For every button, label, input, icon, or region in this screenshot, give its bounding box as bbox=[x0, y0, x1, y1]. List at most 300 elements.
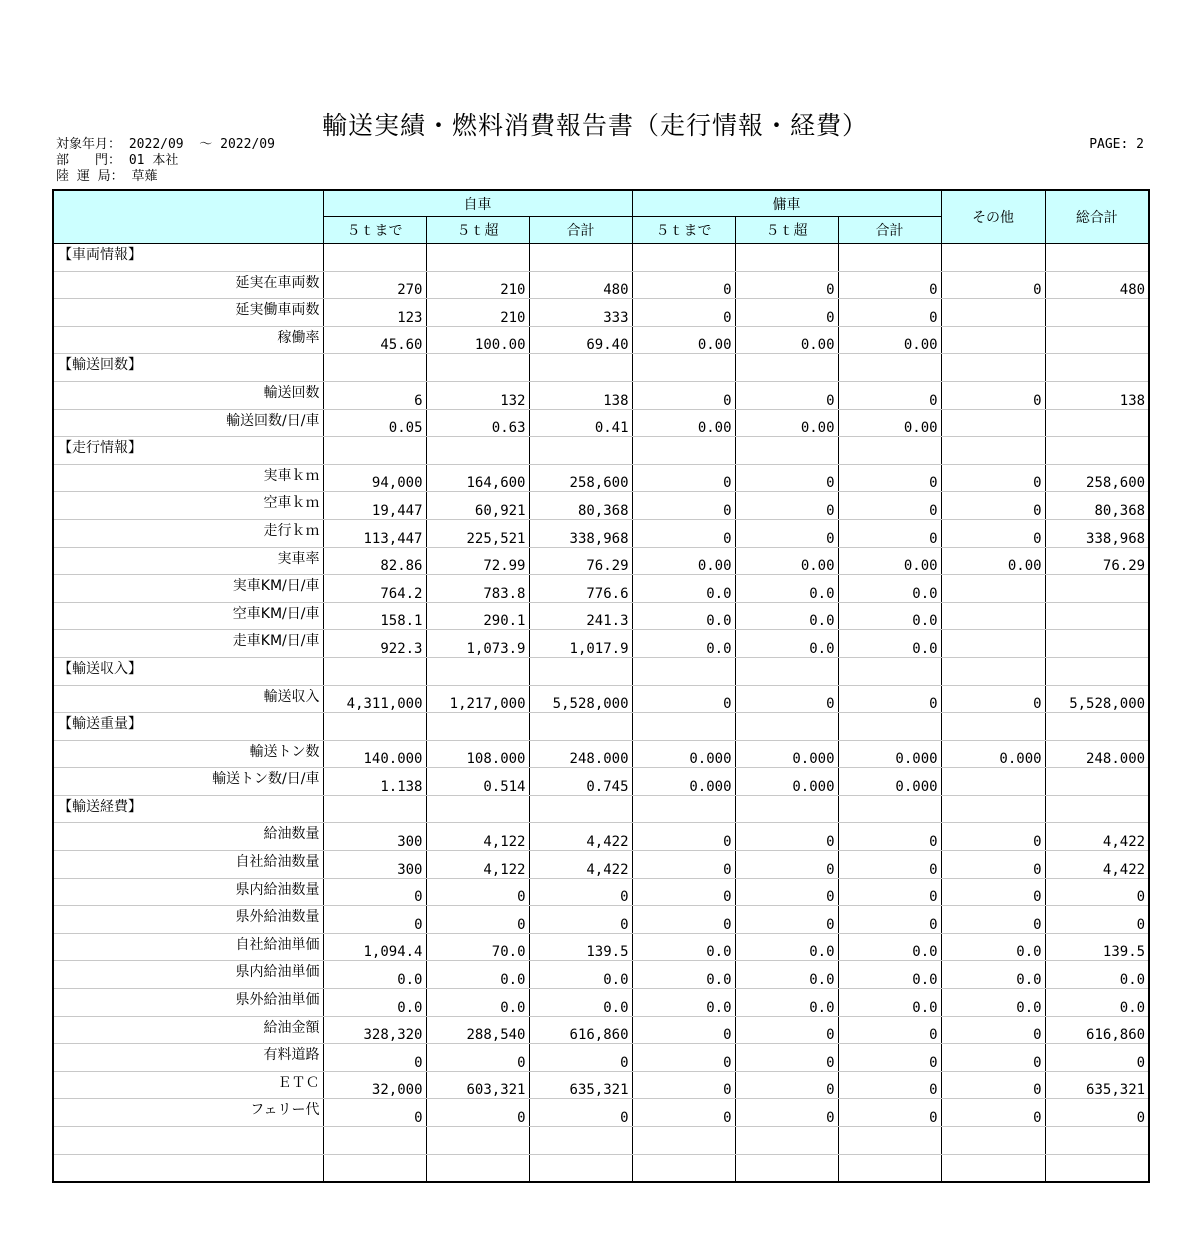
value-cell: 0 bbox=[941, 1016, 1045, 1044]
value-cell: 132 bbox=[426, 381, 529, 409]
empty-cell bbox=[941, 795, 1045, 823]
empty-cell bbox=[323, 354, 426, 382]
value-cell: 0 bbox=[632, 685, 735, 713]
period-label: 対象年月： bbox=[56, 137, 122, 152]
empty-cell bbox=[323, 657, 426, 685]
header-blank bbox=[53, 190, 323, 244]
value-cell: 0 bbox=[632, 851, 735, 879]
section-heading: 【輸送回数】 bbox=[53, 354, 323, 382]
value-cell: 0 bbox=[735, 685, 838, 713]
value-cell: 0 bbox=[632, 299, 735, 327]
value-cell: 248.000 bbox=[529, 740, 632, 768]
empty-cell bbox=[1045, 795, 1149, 823]
value-cell bbox=[1045, 1154, 1149, 1182]
header-sub: 合計 bbox=[529, 217, 632, 244]
table-row bbox=[53, 271, 1149, 299]
value-cell: 0.514 bbox=[426, 768, 529, 796]
table-row bbox=[53, 740, 1149, 768]
period-from: 2022/09 bbox=[128, 137, 184, 152]
value-cell: 300 bbox=[323, 851, 426, 879]
period-to: 2022/09 bbox=[220, 137, 275, 152]
value-cell: 0 bbox=[941, 381, 1045, 409]
empty-cell bbox=[529, 713, 632, 741]
value-cell: 328,320 bbox=[323, 1016, 426, 1044]
value-cell: 69.40 bbox=[529, 326, 632, 354]
value-cell: 333 bbox=[529, 299, 632, 327]
value-cell: 5,528,000 bbox=[529, 685, 632, 713]
value-cell: 45.60 bbox=[323, 326, 426, 354]
value-cell bbox=[1045, 575, 1149, 603]
section-heading: 【走行情報】 bbox=[53, 437, 323, 465]
row-label: 実車ｋｍ bbox=[53, 464, 323, 492]
value-cell: 338,968 bbox=[529, 519, 632, 547]
value-cell bbox=[426, 1154, 529, 1182]
value-cell: 0 bbox=[941, 464, 1045, 492]
value-cell bbox=[1045, 768, 1149, 796]
value-cell: 100.00 bbox=[426, 326, 529, 354]
value-cell bbox=[941, 409, 1045, 437]
department-line bbox=[56, 153, 178, 169]
section-row bbox=[53, 437, 1149, 465]
value-cell: 0 bbox=[426, 1044, 529, 1072]
empty-cell bbox=[426, 354, 529, 382]
value-cell: 0.0 bbox=[838, 630, 941, 658]
value-cell: 0 bbox=[632, 492, 735, 520]
empty-cell bbox=[323, 244, 426, 272]
value-cell bbox=[323, 1127, 426, 1155]
value-cell bbox=[632, 1154, 735, 1182]
empty-cell bbox=[838, 713, 941, 741]
value-cell: 0.0 bbox=[632, 989, 735, 1017]
value-cell: 0.0 bbox=[941, 961, 1045, 989]
value-cell: 70.0 bbox=[426, 933, 529, 961]
value-cell: 0 bbox=[426, 878, 529, 906]
empty-cell bbox=[426, 437, 529, 465]
value-cell bbox=[1045, 630, 1149, 658]
empty-cell bbox=[632, 354, 735, 382]
row-label: 延実在車両数 bbox=[53, 271, 323, 299]
value-cell: 0 bbox=[735, 519, 838, 547]
value-cell: 0 bbox=[941, 492, 1045, 520]
empty-cell bbox=[941, 244, 1045, 272]
section-row bbox=[53, 713, 1149, 741]
value-cell bbox=[838, 1154, 941, 1182]
value-cell: 0.41 bbox=[529, 409, 632, 437]
value-cell: 480 bbox=[1045, 271, 1149, 299]
value-cell: 140.000 bbox=[323, 740, 426, 768]
table-row bbox=[53, 492, 1149, 520]
value-cell: 0 bbox=[838, 381, 941, 409]
value-cell: 0.000 bbox=[632, 768, 735, 796]
value-cell: 0 bbox=[323, 906, 426, 934]
value-cell: 0 bbox=[838, 1099, 941, 1127]
value-cell: 0 bbox=[323, 878, 426, 906]
row-label: 実車率 bbox=[53, 547, 323, 575]
value-cell: 0.0 bbox=[735, 961, 838, 989]
empty-cell bbox=[941, 354, 1045, 382]
value-cell: 0 bbox=[735, 271, 838, 299]
value-cell bbox=[941, 1154, 1045, 1182]
empty-cell bbox=[323, 795, 426, 823]
header-sub: 合計 bbox=[838, 217, 941, 244]
row-label: 輸送収入 bbox=[53, 685, 323, 713]
value-cell: 0.0 bbox=[323, 989, 426, 1017]
value-cell: 0 bbox=[941, 878, 1045, 906]
value-cell: 0 bbox=[941, 685, 1045, 713]
value-cell: 4,122 bbox=[426, 823, 529, 851]
value-cell: 338,968 bbox=[1045, 519, 1149, 547]
row-label: 県内給油数量 bbox=[53, 878, 323, 906]
value-cell: 0.00 bbox=[632, 326, 735, 354]
table-row bbox=[53, 602, 1149, 630]
value-cell: 0.00 bbox=[838, 547, 941, 575]
value-cell bbox=[838, 1127, 941, 1155]
value-cell: 0.000 bbox=[838, 768, 941, 796]
value-cell: 138 bbox=[1045, 381, 1149, 409]
value-cell: 4,422 bbox=[1045, 851, 1149, 879]
value-cell: 0.0 bbox=[529, 961, 632, 989]
empty-cell bbox=[941, 437, 1045, 465]
value-cell: 922.3 bbox=[323, 630, 426, 658]
empty-cell bbox=[1045, 713, 1149, 741]
value-cell: 0 bbox=[632, 823, 735, 851]
value-cell: 0.0 bbox=[838, 989, 941, 1017]
value-cell bbox=[735, 1154, 838, 1182]
value-cell: 0 bbox=[1045, 1044, 1149, 1072]
empty-cell bbox=[838, 244, 941, 272]
value-cell: 0 bbox=[1045, 906, 1149, 934]
row-label: 走行ｋｍ bbox=[53, 519, 323, 547]
value-cell: 0.0 bbox=[735, 602, 838, 630]
value-cell: 0 bbox=[632, 1016, 735, 1044]
value-cell: 0 bbox=[735, 1044, 838, 1072]
value-cell: 258,600 bbox=[1045, 464, 1149, 492]
table-row bbox=[53, 1016, 1149, 1044]
period-line bbox=[56, 137, 275, 153]
value-cell: 0 bbox=[735, 381, 838, 409]
row-label: 空車KM/日/車 bbox=[53, 602, 323, 630]
value-cell: 0.000 bbox=[632, 740, 735, 768]
value-cell: 123 bbox=[323, 299, 426, 327]
value-cell bbox=[941, 575, 1045, 603]
value-cell: 60,921 bbox=[426, 492, 529, 520]
value-cell: 0 bbox=[941, 271, 1045, 299]
value-cell: 635,321 bbox=[1045, 1071, 1149, 1099]
value-cell: 138 bbox=[529, 381, 632, 409]
empty-cell bbox=[735, 244, 838, 272]
empty-cell bbox=[426, 244, 529, 272]
value-cell: 72.99 bbox=[426, 547, 529, 575]
value-cell: 76.29 bbox=[1045, 547, 1149, 575]
value-cell bbox=[941, 1127, 1045, 1155]
value-cell bbox=[529, 1127, 632, 1155]
empty-cell bbox=[735, 795, 838, 823]
empty-cell bbox=[426, 795, 529, 823]
value-cell: 0 bbox=[735, 878, 838, 906]
value-cell: 0 bbox=[838, 878, 941, 906]
value-cell: 0.00 bbox=[735, 326, 838, 354]
department-value: 01 本社 bbox=[128, 153, 179, 168]
row-label: 走車KM/日/車 bbox=[53, 630, 323, 658]
bureau-line bbox=[56, 169, 158, 185]
table-row bbox=[53, 851, 1149, 879]
row-label: 輸送トン数 bbox=[53, 740, 323, 768]
table-row bbox=[53, 1127, 1149, 1155]
value-cell: 1,017.9 bbox=[529, 630, 632, 658]
value-cell: 80,368 bbox=[529, 492, 632, 520]
value-cell: 0 bbox=[941, 1044, 1045, 1072]
value-cell: 0 bbox=[838, 1044, 941, 1072]
empty-cell bbox=[735, 657, 838, 685]
value-cell: 0.0 bbox=[426, 989, 529, 1017]
empty-cell bbox=[735, 713, 838, 741]
table-row bbox=[53, 547, 1149, 575]
value-cell bbox=[1045, 299, 1149, 327]
value-cell: 113,447 bbox=[323, 519, 426, 547]
value-cell: 4,422 bbox=[529, 851, 632, 879]
value-cell bbox=[735, 1127, 838, 1155]
value-cell: 0.0 bbox=[632, 933, 735, 961]
value-cell bbox=[632, 1127, 735, 1155]
value-cell bbox=[941, 326, 1045, 354]
value-cell: 0.0 bbox=[735, 989, 838, 1017]
value-cell: 290.1 bbox=[426, 602, 529, 630]
empty-cell bbox=[735, 437, 838, 465]
table-row bbox=[53, 299, 1149, 327]
value-cell: 0 bbox=[941, 1071, 1045, 1099]
row-label: 県内給油単価 bbox=[53, 961, 323, 989]
value-cell: 0 bbox=[632, 1044, 735, 1072]
value-cell: 0 bbox=[632, 271, 735, 299]
value-cell: 0.00 bbox=[735, 409, 838, 437]
value-cell: 0 bbox=[632, 381, 735, 409]
empty-cell bbox=[1045, 244, 1149, 272]
value-cell: 0 bbox=[735, 1099, 838, 1127]
table-row bbox=[53, 575, 1149, 603]
value-cell: 4,422 bbox=[529, 823, 632, 851]
table-row bbox=[53, 1071, 1149, 1099]
section-heading: 【輸送経費】 bbox=[53, 795, 323, 823]
value-cell: 288,540 bbox=[426, 1016, 529, 1044]
value-cell: 0.05 bbox=[323, 409, 426, 437]
value-cell: 480 bbox=[529, 271, 632, 299]
value-cell: 158.1 bbox=[323, 602, 426, 630]
bureau-value: 草薙 bbox=[131, 169, 158, 184]
report-title: 輸送実績・燃料消費報告書（走行情報・経費） bbox=[321, 111, 868, 140]
value-cell: 6 bbox=[323, 381, 426, 409]
value-cell bbox=[1045, 602, 1149, 630]
value-cell: 0.0 bbox=[838, 933, 941, 961]
row-label bbox=[53, 1154, 323, 1182]
row-label: 稼働率 bbox=[53, 326, 323, 354]
value-cell: 108.000 bbox=[426, 740, 529, 768]
value-cell: 0.00 bbox=[632, 547, 735, 575]
value-cell: 0.00 bbox=[735, 547, 838, 575]
value-cell bbox=[323, 1154, 426, 1182]
value-cell: 0 bbox=[838, 464, 941, 492]
value-cell: 0 bbox=[941, 1099, 1045, 1127]
value-cell: 0 bbox=[1045, 878, 1149, 906]
value-cell: 94,000 bbox=[323, 464, 426, 492]
department-label: 部 門： bbox=[56, 153, 122, 168]
table-row bbox=[53, 961, 1149, 989]
empty-cell bbox=[1045, 437, 1149, 465]
value-cell: 0 bbox=[941, 906, 1045, 934]
value-cell: 0 bbox=[735, 823, 838, 851]
table-row bbox=[53, 768, 1149, 796]
value-cell: 0.00 bbox=[941, 547, 1045, 575]
value-cell: 225,521 bbox=[426, 519, 529, 547]
value-cell: 0 bbox=[632, 519, 735, 547]
empty-cell bbox=[735, 354, 838, 382]
row-label: 輸送回数 bbox=[53, 381, 323, 409]
value-cell: 0.0 bbox=[426, 961, 529, 989]
empty-cell bbox=[632, 713, 735, 741]
value-cell: 0 bbox=[529, 1099, 632, 1127]
value-cell: 0 bbox=[735, 299, 838, 327]
value-cell: 139.5 bbox=[529, 933, 632, 961]
value-cell: 0 bbox=[323, 1099, 426, 1127]
table-row bbox=[53, 326, 1149, 354]
bureau-label: 陸 運 局： bbox=[56, 169, 124, 184]
empty-cell bbox=[632, 244, 735, 272]
value-cell: 0.000 bbox=[838, 740, 941, 768]
page-number: PAGE: 2 bbox=[1089, 137, 1144, 152]
table-row bbox=[53, 685, 1149, 713]
value-cell: 0.745 bbox=[529, 768, 632, 796]
value-cell: 0 bbox=[323, 1044, 426, 1072]
value-cell: 248.000 bbox=[1045, 740, 1149, 768]
value-cell: 0.0 bbox=[632, 630, 735, 658]
section-row bbox=[53, 244, 1149, 272]
header-sub: ５ｔまで bbox=[323, 217, 426, 244]
report-body bbox=[53, 244, 1149, 1183]
value-cell: 1,217,000 bbox=[426, 685, 529, 713]
value-cell: 241.3 bbox=[529, 602, 632, 630]
value-cell: 0 bbox=[838, 492, 941, 520]
value-cell: 0.000 bbox=[735, 768, 838, 796]
value-cell: 32,000 bbox=[323, 1071, 426, 1099]
row-label: 自社給油数量 bbox=[53, 851, 323, 879]
value-cell: 0.0 bbox=[632, 602, 735, 630]
value-cell: 0 bbox=[838, 271, 941, 299]
empty-cell bbox=[838, 437, 941, 465]
value-cell: 0 bbox=[632, 1071, 735, 1099]
value-cell: 210 bbox=[426, 271, 529, 299]
empty-cell bbox=[529, 795, 632, 823]
empty-cell bbox=[426, 657, 529, 685]
empty-cell bbox=[529, 657, 632, 685]
value-cell bbox=[1045, 409, 1149, 437]
header-hired-vehicles: 傭車 bbox=[632, 190, 941, 217]
empty-cell bbox=[632, 657, 735, 685]
empty-cell bbox=[632, 795, 735, 823]
value-cell: 0 bbox=[1045, 1099, 1149, 1127]
value-cell: 0 bbox=[838, 299, 941, 327]
table-row bbox=[53, 906, 1149, 934]
value-cell: 0.000 bbox=[941, 740, 1045, 768]
value-cell: 0 bbox=[941, 851, 1045, 879]
value-cell: 616,860 bbox=[1045, 1016, 1149, 1044]
value-cell: 164,600 bbox=[426, 464, 529, 492]
value-cell: 0.0 bbox=[632, 575, 735, 603]
empty-cell bbox=[941, 713, 1045, 741]
row-label: 空車ｋｍ bbox=[53, 492, 323, 520]
empty-cell bbox=[1045, 657, 1149, 685]
empty-cell bbox=[838, 354, 941, 382]
value-cell: 76.29 bbox=[529, 547, 632, 575]
row-label: 実車KM/日/車 bbox=[53, 575, 323, 603]
table-row bbox=[53, 519, 1149, 547]
value-cell: 0.0 bbox=[323, 961, 426, 989]
value-cell: 0.0 bbox=[838, 961, 941, 989]
value-cell: 0.0 bbox=[529, 989, 632, 1017]
value-cell: 258,600 bbox=[529, 464, 632, 492]
table-row bbox=[53, 381, 1149, 409]
section-row bbox=[53, 657, 1149, 685]
value-cell: 270 bbox=[323, 271, 426, 299]
value-cell: 635,321 bbox=[529, 1071, 632, 1099]
row-label bbox=[53, 1127, 323, 1155]
empty-cell bbox=[529, 354, 632, 382]
section-row bbox=[53, 795, 1149, 823]
header-other: その他 bbox=[941, 190, 1045, 244]
value-cell: 139.5 bbox=[1045, 933, 1149, 961]
value-cell: 1,094.4 bbox=[323, 933, 426, 961]
value-cell: 0 bbox=[838, 1071, 941, 1099]
empty-cell bbox=[323, 713, 426, 741]
value-cell: 0 bbox=[632, 878, 735, 906]
value-cell: 0.0 bbox=[1045, 961, 1149, 989]
value-cell: 0 bbox=[632, 464, 735, 492]
value-cell bbox=[941, 630, 1045, 658]
value-cell: 0.0 bbox=[941, 989, 1045, 1017]
section-row bbox=[53, 354, 1149, 382]
value-cell: 0.00 bbox=[632, 409, 735, 437]
value-cell: 0 bbox=[529, 1044, 632, 1072]
value-cell bbox=[941, 768, 1045, 796]
empty-cell bbox=[632, 437, 735, 465]
value-cell bbox=[941, 299, 1045, 327]
row-label: 輸送トン数/日/車 bbox=[53, 768, 323, 796]
row-label: ＥＴＣ bbox=[53, 1071, 323, 1099]
row-label: 輸送回数/日/車 bbox=[53, 409, 323, 437]
header-sub: ５ｔまで bbox=[632, 217, 735, 244]
value-cell: 783.8 bbox=[426, 575, 529, 603]
value-cell bbox=[426, 1127, 529, 1155]
value-cell: 0.0 bbox=[735, 630, 838, 658]
empty-cell bbox=[838, 657, 941, 685]
row-label: 県外給油単価 bbox=[53, 989, 323, 1017]
header-sub: ５ｔ超 bbox=[426, 217, 529, 244]
value-cell: 0.000 bbox=[735, 740, 838, 768]
empty-cell bbox=[1045, 354, 1149, 382]
section-heading: 【車両情報】 bbox=[53, 244, 323, 272]
value-cell: 0 bbox=[632, 1099, 735, 1127]
value-cell: 0.0 bbox=[838, 575, 941, 603]
value-cell: 0 bbox=[838, 823, 941, 851]
value-cell: 0 bbox=[838, 519, 941, 547]
value-cell: 0.63 bbox=[426, 409, 529, 437]
table-row bbox=[53, 464, 1149, 492]
value-cell: 82.86 bbox=[323, 547, 426, 575]
empty-cell bbox=[529, 244, 632, 272]
value-cell: 0.0 bbox=[735, 933, 838, 961]
value-cell: 0 bbox=[426, 906, 529, 934]
value-cell: 4,311,000 bbox=[323, 685, 426, 713]
table-row bbox=[53, 1044, 1149, 1072]
table-row bbox=[53, 823, 1149, 851]
